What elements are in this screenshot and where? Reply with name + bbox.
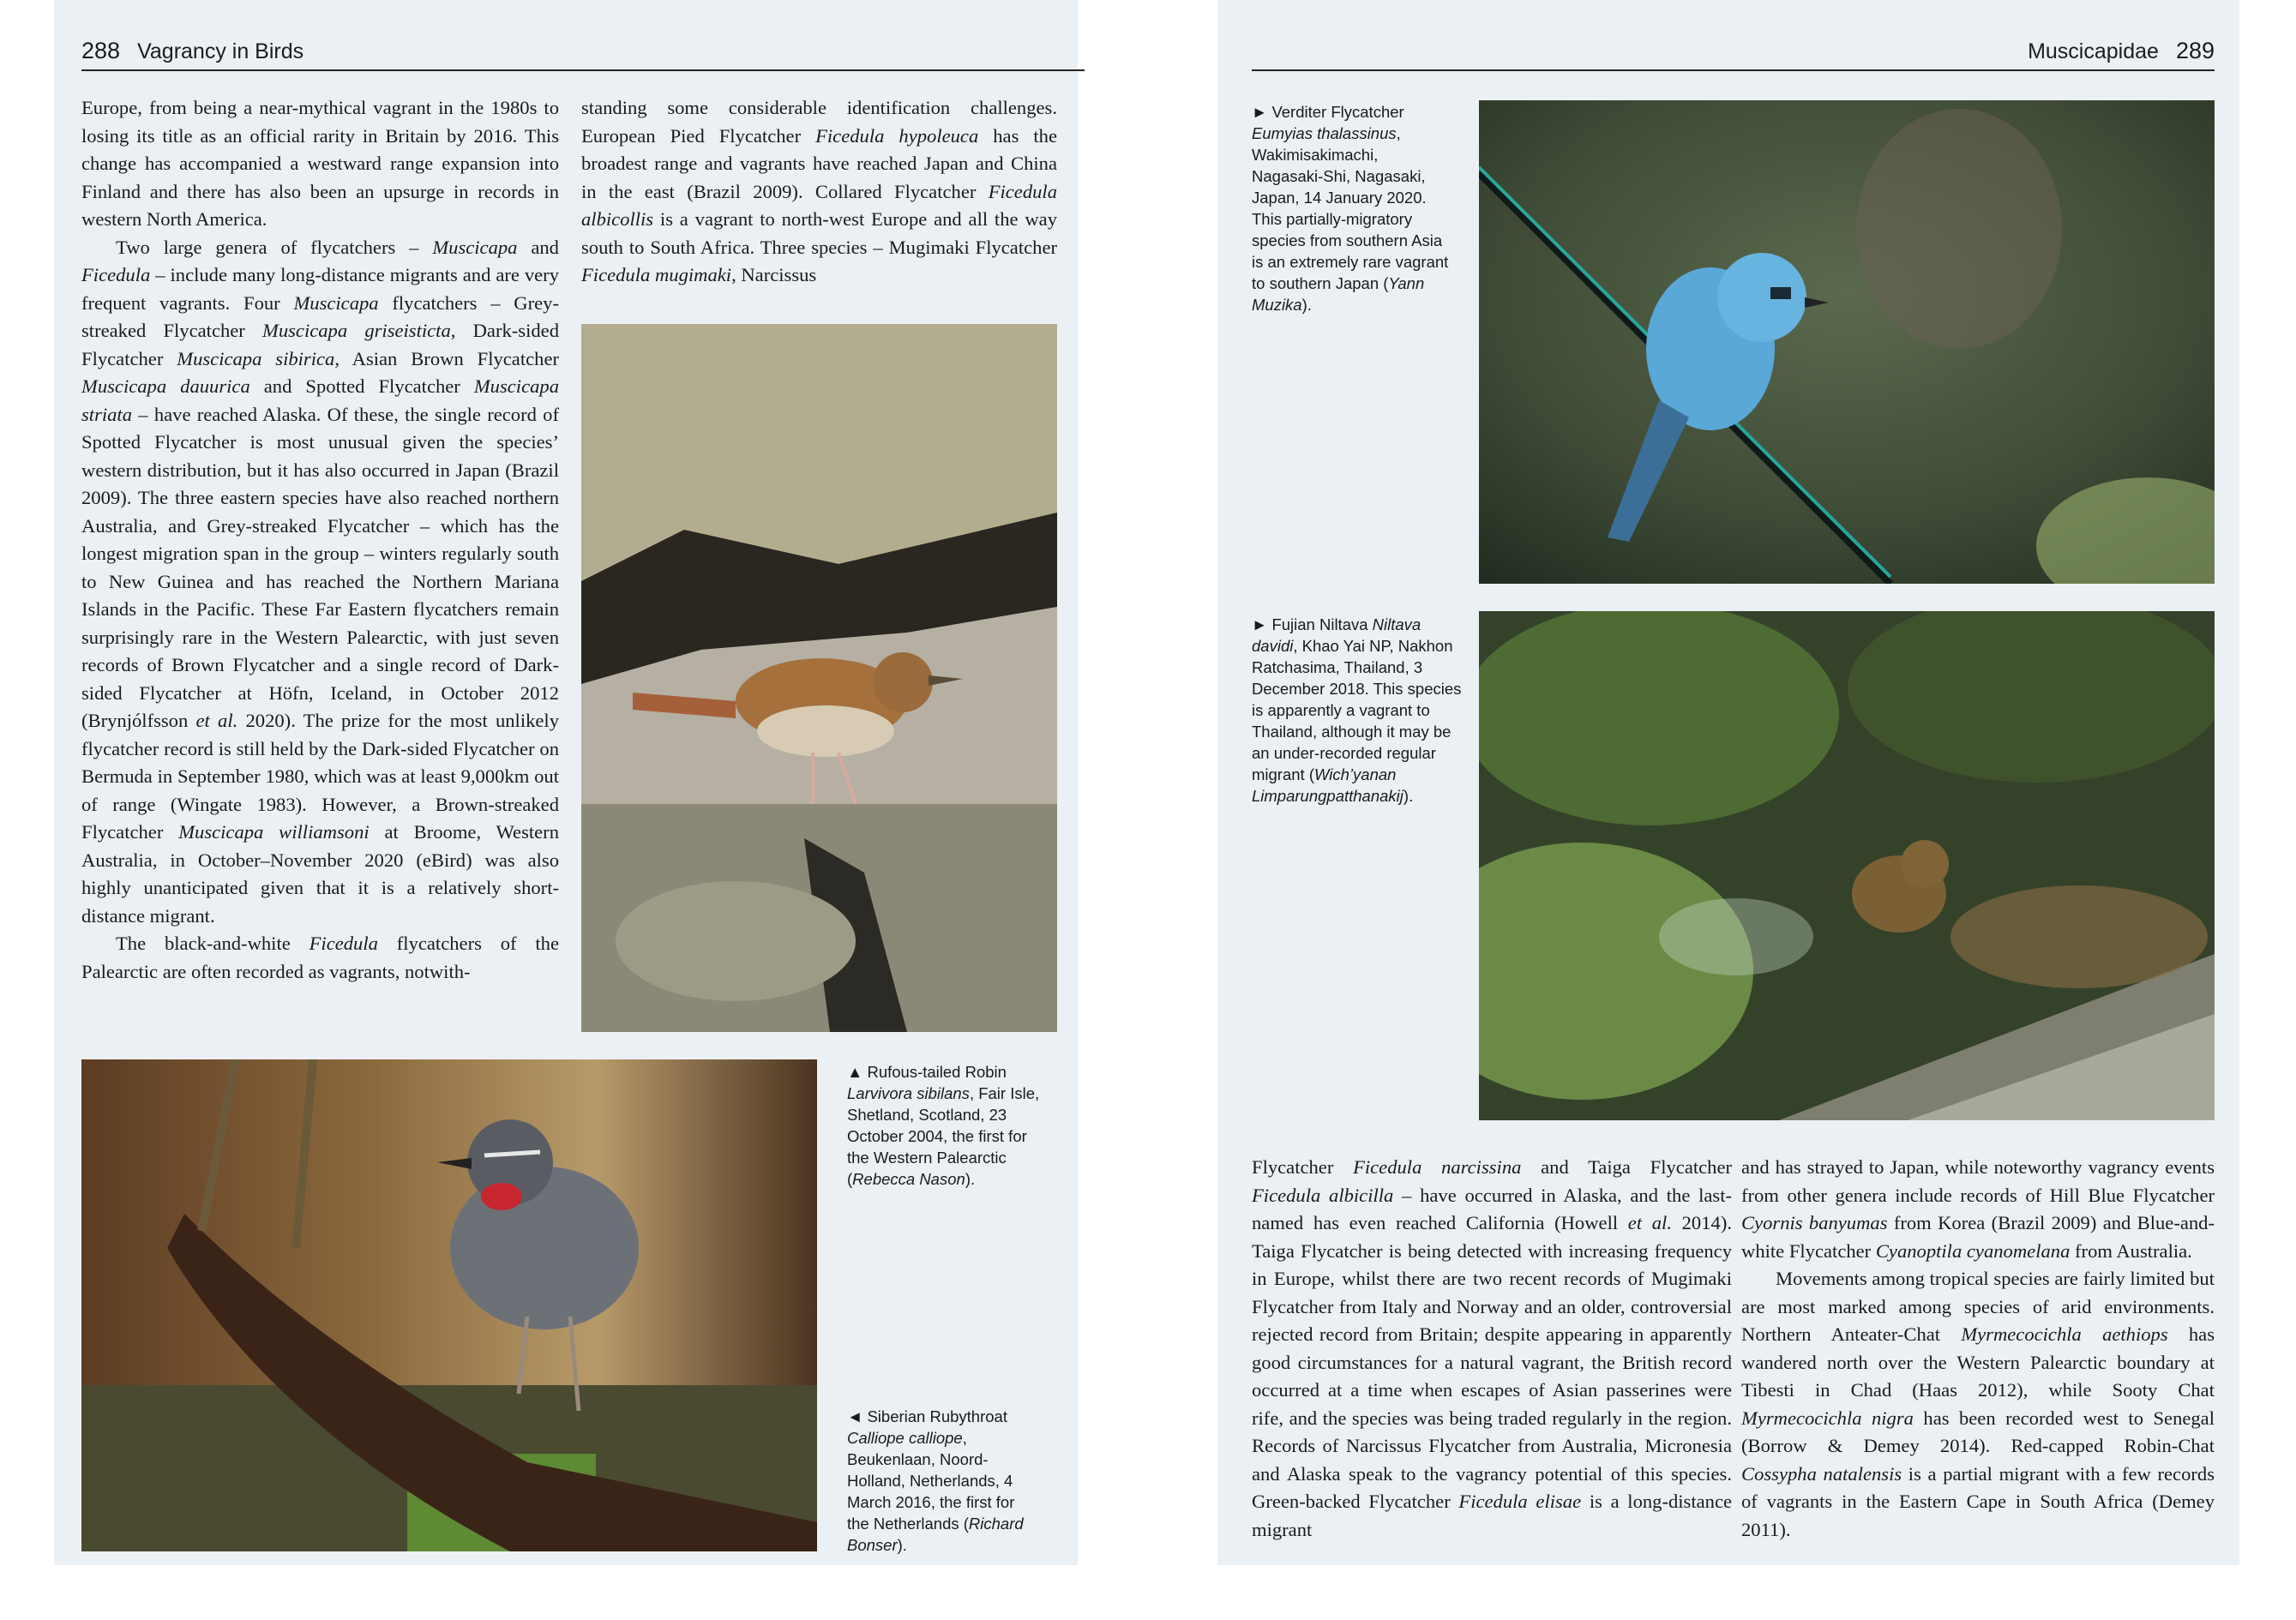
caption-fujian-niltava: ► Fujian Niltava Niltava davidi, Khao Yai NP, Nakhon Ratchasima, Thailand, 3 December 2018. This species is apparently a vagrant to Thailand, although it may be an under-recorded regular migrant (Wich’yanan Limparungpatthanakij). bbox=[1252, 615, 1462, 805]
body-column-2 bbox=[1741, 1154, 2215, 1544]
running-head-title: Muscicapidae bbox=[2028, 39, 2159, 63]
header-rule bbox=[81, 69, 1085, 71]
triangle-left-icon: ◄ bbox=[847, 1407, 863, 1425]
paragraph: The black-and-white Ficedula flycatchers of the Palearctic are often recorded as vagrants, notwith- bbox=[81, 933, 559, 982]
triangle-up-icon: ▲ bbox=[847, 1063, 863, 1081]
right-page bbox=[1217, 0, 2239, 1565]
paragraph: Europe, from being a near-mythical vagrant in the 1980s to losing its title as an official rarity in Britain by 2016. This change has accompanied a westward range expansion into Finland and there has also been an upsurge in records in western North America. bbox=[81, 97, 559, 230]
caption-siberian-rubythroat: ◄ Siberian Rubythroat Calliope calliope, Beukenlaan, Noord-Holland, Netherlands, 4 March 2016, the first for the Netherlands (Richard Bonser). bbox=[847, 1407, 1024, 1554]
page-number: 288 bbox=[81, 38, 121, 63]
running-head-right bbox=[2028, 38, 2215, 64]
triangle-right-icon: ► bbox=[1252, 103, 1268, 121]
caption-rufous-tailed-robin: ▲ Rufous-tailed Robin Larvivora sibilans, Fair Isle, Shetland, Scotland, 23 October 2004, the first for the Western Palearctic (Rebecca Nason). bbox=[847, 1063, 1040, 1188]
body-column-1 bbox=[1252, 1154, 1732, 1544]
paragraph: standing some considerable identification challenges. European Pied Flycatcher Ficedula hypoleuca has the broadest range and vagrants have reached Japan and China in the east (Brazil 2009). Collared Flycatcher Ficedula albicollis is a vagrant to north-west Europe and all the way south to South Africa. Three species – Mugimaki Flycatcher Ficedula mugimaki, Narcissus bbox=[581, 97, 1057, 285]
triangle-right-icon: ► bbox=[1252, 615, 1268, 633]
body-column-2 bbox=[581, 94, 1057, 290]
paragraph: Two large genera of flycatchers – Muscicapa and Ficedula – include many long-distance migrants and are very frequent vagrants. Four Muscicapa flycatchers – Grey-streaked Flycatcher Muscicapa griseisticta, Dark-sided Flycatcher Muscicapa sibirica, Asian Brown Flycatcher Muscicapa dauurica and Spotted Flycatcher Muscicapa striata – have reached Alaska. Of these, the single record of Spotted Flycatcher is most unusual given the species’ western distribution, but it has also occurred in Japan (Brazil 2009). The three eastern species have also reached northern Australia, and Grey-streaked Flycatcher – which has the longest migration span in the group – winters regularly south to New Guinea and has reached the Northern Mariana Islands in the Pacific. These Far Eastern flycatchers remain surprisingly rare in the Western Palearctic, with just seven records of Brown Flycatcher and a single record of Dark-sided Flycatcher at Höfn, Iceland, in October 2012 (Brynjólfsson et al. 2020). The prize for the most unlikely flycatcher record is still held by the Dark-sided Flycatcher on Bermuda in September 1980, which was at least 9,000km out of range (Wingate 1983). However, a Brown-streaked Flycatcher Muscicapa williamsoni at Broome, Western Australia, in October–November 2020 (eBird) was also highly unanticipated given that it is a relatively short-distance migrant. bbox=[81, 236, 559, 927]
running-head-left bbox=[81, 38, 304, 64]
body-column-1 bbox=[81, 94, 559, 986]
caption-verditer-flycatcher: ► Verditer Flycatcher Eumyias thalassinus, Wakimisakimachi, Nagasaki-Shi, Nagasaki, Japan, 14 January 2020. This partially-migratory species from southern Asia is an extremely rare vagrant to southern Japan (Yann Muzika). bbox=[1252, 103, 1449, 314]
paragraph: and has strayed to Japan, while noteworthy vagrancy events from other genera include records of Hill Blue Flycatcher Cyornis banyumas from Korea (Brazil 2009) and Blue-and-white Flycatcher Cyanoptila cyanomelana from Australia. bbox=[1741, 1156, 2215, 1262]
photo-fujian-niltava bbox=[1479, 611, 2215, 1120]
photo-siberian-rubythroat bbox=[81, 1059, 817, 1551]
paragraph: Flycatcher Ficedula narcissina and Taiga Flycatcher Ficedula albicilla – have occurred in Alaska, and the last-named has even reached California (Howell et al. 2014). Taiga Flycatcher is being detected with increasing frequency in Europe, whilst there are two recent records of Mugimaki Flycatcher from Italy and Norway and an older, controversial rejected record from Britain; despite appearing in apparently good circumstances for a natural vagrant, the British record occurred at a time when escapes of Asian passerines were rife, and the species was being traded regularly in the region. Records of Narcissus Flycatcher from Australia, Micronesia and Alaska speak to the vagrancy potential of this species. Green-backed Flycatcher Ficedula elisae is a long-distance migrant bbox=[1252, 1156, 1733, 1540]
paragraph: Movements among tropical species are fairly limited but are most marked among species of arid environments. Northern Anteater-Chat Myrmecocichla aethiops has wandered north over the Western Palearctic boundary at Tibesti in Chad (Haas 2012), while Sooty Chat Myrmecocichla nigra has been recorded west to Senegal (Borrow & Demey 2014). Red-capped Robin-Chat Cossypha natalensis is a partial migrant with a few records of vagrants in the Eastern Cape in South Africa (Demey 2011). bbox=[1741, 1268, 2215, 1540]
page-number: 289 bbox=[2175, 38, 2215, 63]
header-rule bbox=[1252, 69, 2215, 71]
photo-verditer-flycatcher bbox=[1479, 100, 2215, 584]
running-head-title: Vagrancy in Birds bbox=[137, 39, 304, 63]
photo-rufous-tailed-robin bbox=[581, 324, 1057, 1032]
left-page bbox=[54, 0, 1078, 1565]
